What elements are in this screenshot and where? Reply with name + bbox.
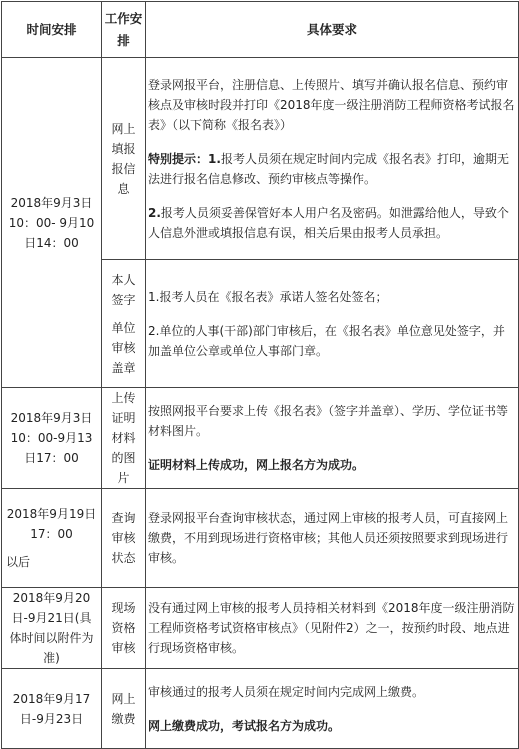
requirement-text: 1.报考人员在《报名表》承诺人签名处签名；: [148, 289, 388, 304]
time-cell: 2018年9月20日-9月21日(具体时间以附件为准): [2, 588, 102, 669]
work-label: 本人签字: [111, 272, 136, 307]
requirement-emphasis: 网上缴费成功，考试报名方为成功。: [148, 718, 341, 733]
work-label: 单位审核盖章: [111, 320, 136, 375]
schedule-table: [1, 1, 519, 749]
time-text: 以后: [6, 555, 31, 569]
time-cell: 2018年9月3日10：00- 9月10日14：00: [2, 58, 102, 388]
time-cell: 2018年9月3日10：00-9月13日17：00: [2, 388, 102, 489]
tip-label: 特别提示：: [148, 151, 209, 166]
work-cell: [102, 260, 146, 388]
header-work: 工作安排: [102, 2, 146, 58]
header-requirements: 具体要求: [146, 2, 519, 58]
requirement-text: 审核通过的报考人员须在规定时间内完成网上缴费。: [148, 684, 425, 699]
tip-number: 1.: [208, 151, 221, 166]
table-row: [2, 489, 519, 588]
work-cell: 上传证明材料的图片: [102, 388, 146, 489]
requirement-text: 按照网报平台要求上传《报名表》（签字并盖章）、学历、学位证书等材料图片。: [148, 404, 509, 438]
special-tip: [148, 149, 515, 189]
tip-text: 报考人员须在规定时间内完成《报名表》打印，逾期无法进行报名信息修改、预约审核点等操作。: [148, 151, 509, 186]
table-row: [2, 388, 519, 489]
requirement-text: 2.单位的人事(干部)部门审核后，在《报名表》单位意见处签字，并加盖单位公章或单位人事部门章。: [148, 323, 505, 358]
requirements-cell: 没有通过网上审核的报考人员持相关材料到《2018年度一级注册消防工程师资格考试资格审核点》（见附件2）之一，按预约时段、地点进行现场资格审核。: [146, 588, 519, 669]
requirements-cell: [146, 388, 519, 489]
item-text: 报考人员须妥善保管好本人用户名及密码。如泄露给他人，导致个人信息外泄或填报信息有误，相关后果由报考人员承担。: [148, 205, 509, 240]
time-cell: 2018年9月17日-9月23日: [2, 669, 102, 749]
header-row: [2, 2, 519, 58]
table-row: [2, 669, 519, 749]
requirements-cell: [146, 669, 519, 749]
work-cell: 网上填报报信息: [102, 58, 146, 260]
requirement-text: [148, 203, 515, 243]
table-row: [2, 58, 519, 260]
time-cell: [2, 489, 102, 588]
requirements-cell: [146, 58, 519, 260]
work-cell: 网上缴费: [102, 669, 146, 749]
requirements-cell: 登录网报平台查询审核状态，通过网上审核的报考人员，可直接网上缴费，不用到现场进行资格审核；其他人员还须按照要求到现场进行审核。: [146, 489, 519, 588]
table-row: [2, 588, 519, 669]
header-time: 时间安排: [2, 2, 102, 58]
requirement-emphasis: 证明材料上传成功，网上报名方为成功。: [148, 458, 365, 472]
requirements-cell: [146, 260, 519, 388]
item-number: 2.: [148, 205, 161, 220]
work-cell: 查询审核状态: [102, 489, 146, 588]
requirement-text: 登录网报平台，注册信息、上传照片、填写并确认报名信息、预约审核点及审核时段并打印《2018年度一级注册消防工程师资格考试报名表》（以下简称《报名表》）: [148, 77, 515, 132]
time-text: 2018年9月19日17：00: [6, 507, 97, 541]
work-cell: 现场资格审核: [102, 588, 146, 669]
